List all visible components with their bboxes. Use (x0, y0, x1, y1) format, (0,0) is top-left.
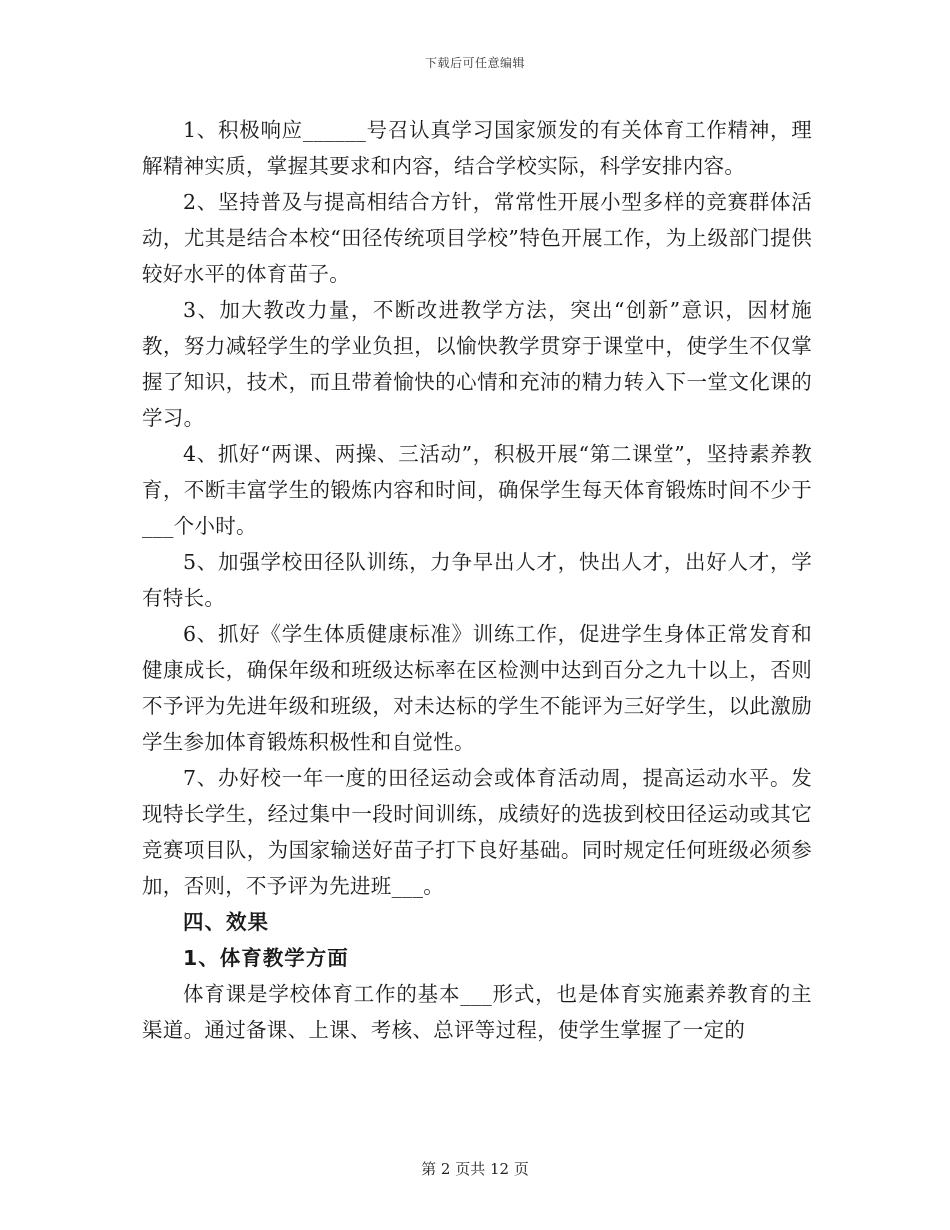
sub-heading: 1、体育教学方面 (183, 946, 349, 970)
paragraph-4: 4、抓好“两课、两操、三活动”，积极开展“第二课堂”，坚持素养教育，不断丰富学生的锻炼内容和时间，确保学生每天体育锻炼时间不少于___个小时。 (142, 442, 812, 538)
paragraph-7: 7、办好校一年一度的田径运动会或体育活动周，提高运动水平。发现特长学生，经过集中一段时间训练，成绩好的选拔到校田径运动或其它竞赛项目队，为国家输送好苗子打下良好基础。同时规定任何班级必须参加，否则，不予评为先进班___。 (142, 766, 812, 898)
paragraph-3: 3、加大教改力量，不断改进教学方法，突出“创新”意识，因材施教，努力减轻学生的学业负担，以愉快教学贯穿于课堂中，使学生不仅掌握了知识，技术，而且带着愉快的心情和充沛的精力转入下一堂文化课的学习。 (142, 298, 812, 430)
paragraph-1: 1、积极响应______号召认真学习国家颁发的有关体育工作精神，理解精神实质，掌握其要求和内容，结合学校实际，科学安排内容。 (142, 118, 812, 178)
paragraph-2: 2、坚持普及与提高相结合方针，常常性开展小型多样的竞赛群体活动，尤其是结合本校“田径传统项目学校”特色开展工作，为上级部门提供较好水平的体育苗子。 (142, 190, 812, 286)
paragraph-6: 6、抓好《学生体质健康标准》训练工作，促进学生身体正常发育和健康成长，确保年级和班级达标率在区检测中达到百分之九十以上，否则不予评为先进年级和班级，对未达标的学生不能评为三好学生，以此激励学生参加体育锻炼积极性和自觉性。 (142, 622, 812, 754)
page-header: 下载后可任意编辑 (424, 56, 525, 70)
paragraph-final: 体育课是学校体育工作的基本___形式，也是体育实施素养教育的主渠道。通过备课、上课、考核、总评等过程，使学生掌握了一定的 (142, 982, 812, 1042)
document-body (142, 112, 812, 1048)
section-heading: 四、效果 (183, 910, 269, 934)
page-footer: 第 2 页共 12 页 (421, 1160, 529, 1178)
paragraph-5: 5、加强学校田径队训练，力争早出人才，快出人才，出好人才，学有特长。 (142, 550, 812, 610)
